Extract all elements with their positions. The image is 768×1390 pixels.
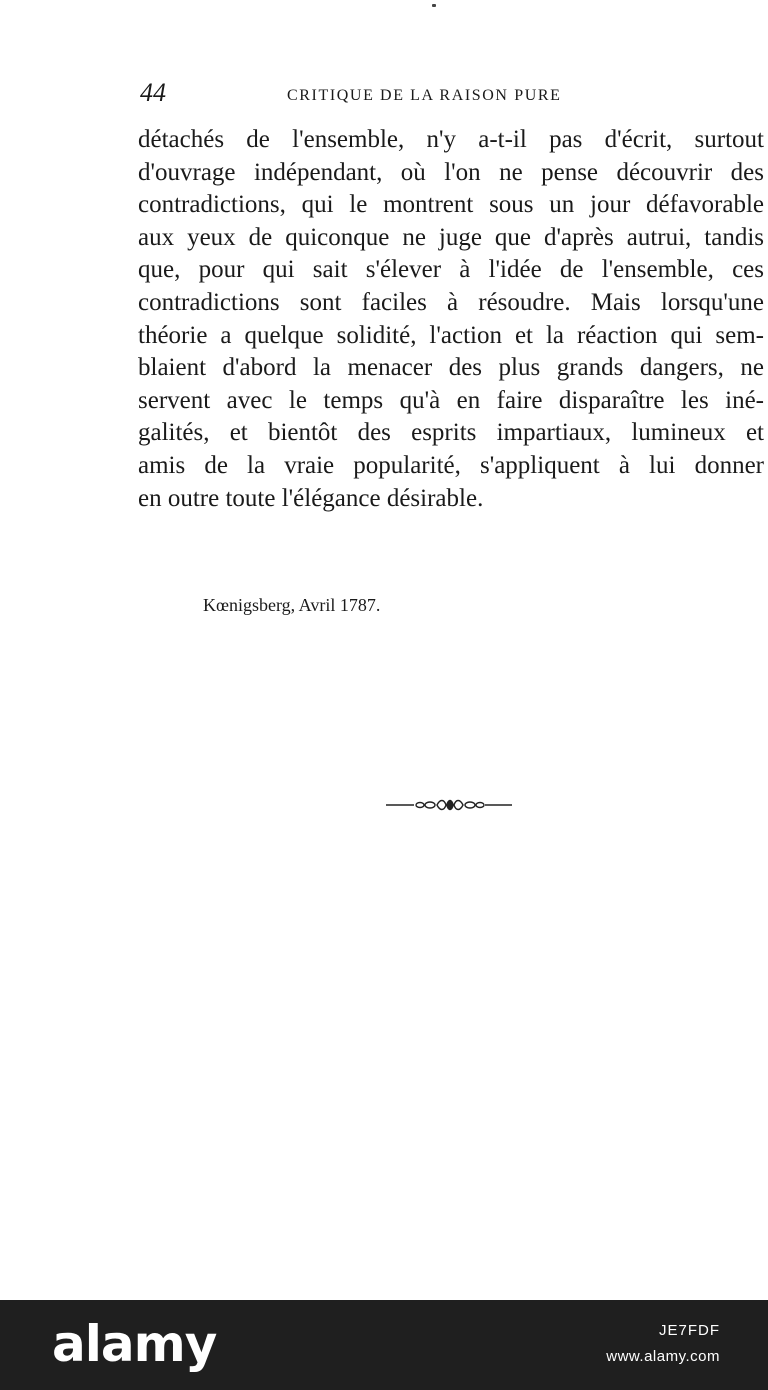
- page-number: 44: [140, 78, 166, 107]
- body-paragraph: [138, 124, 764, 515]
- text-line: aux yeux de quiconque ne juge que d'après autrui, tandis: [138, 223, 764, 251]
- text-line: contradictions sont faciles à résoudre. Mais lorsqu'une: [138, 288, 764, 316]
- text-line: que, pour qui sait s'élever à l'idée de l'ensemble, ces: [138, 256, 764, 284]
- text-line: amis de la vraie popularité, s'appliquent à lui donner: [138, 451, 764, 479]
- image-id: JE7FDF: [658, 1322, 720, 1339]
- text-line: théorie a quelque solidité, l'action et la réaction qui sem-: [138, 321, 764, 349]
- text-line-last: en outre toute l'élégance désirable.: [138, 484, 484, 512]
- alamy-logo: alamy: [52, 1315, 217, 1373]
- dateline: Kœnigsberg, Avril 1787.: [203, 595, 381, 615]
- text-line: blaient d'abord la menacer des plus grands dangers, ne: [138, 354, 764, 382]
- typographic-flourish-icon: [384, 797, 514, 813]
- site-url: www.alamy.com: [606, 1348, 720, 1365]
- text-line: galités, et bientôt des esprits impartiaux, lumineux et: [138, 419, 764, 447]
- text-line: détachés de l'ensemble, n'y a-t-il pas d'écrit, surtout: [138, 126, 764, 153]
- text-line: d'ouvrage indépendant, où l'on ne pense découvrir des: [138, 158, 764, 186]
- running-title: CRITIQUE DE LA RAISON PURE: [287, 87, 562, 104]
- watermark-banner: [0, 1300, 768, 1390]
- text-line: servent avec le temps qu'à en faire disparaître les iné-: [138, 386, 764, 414]
- ink-speck: [432, 4, 436, 7]
- text-line: contradictions, qui le montrent sous un jour défavorable: [138, 191, 764, 219]
